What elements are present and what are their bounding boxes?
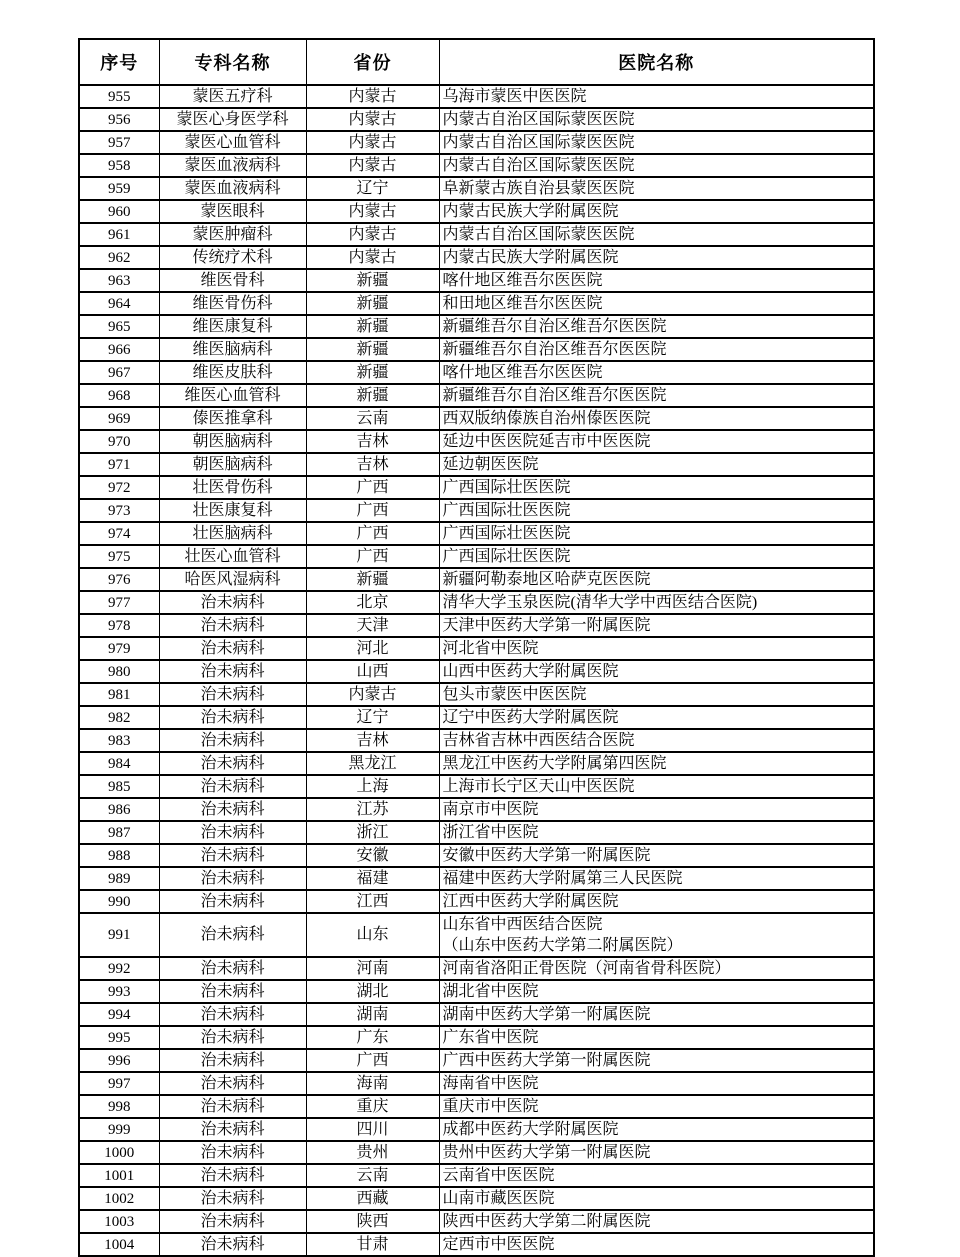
serial-number-cell: 993 (79, 980, 159, 1003)
serial-number-cell: 973 (79, 499, 159, 522)
province-cell: 重庆 (306, 1095, 439, 1118)
province-cell: 河北 (306, 637, 439, 660)
serial-number-cell: 968 (79, 384, 159, 407)
specialty-cell: 蒙医肿瘤科 (159, 223, 306, 246)
province-cell: 广西 (306, 1049, 439, 1072)
hospital-specialty-table (78, 38, 875, 1257)
hospital-cell: 广西国际壮医医院 (439, 476, 874, 499)
specialty-cell: 治未病科 (159, 821, 306, 844)
province-cell: 北京 (306, 591, 439, 614)
province-cell: 贵州 (306, 1141, 439, 1164)
table-header (79, 39, 874, 85)
hospital-cell: 阜新蒙古族自治县蒙医医院 (439, 177, 874, 200)
province-cell: 山东 (306, 913, 439, 957)
hospital-cell: 河南省洛阳正骨医院（河南省骨科医院） (439, 957, 874, 980)
specialty-cell: 治未病科 (159, 1210, 306, 1233)
table-row (79, 315, 874, 338)
hospital-cell: 陕西中医药大学第二附属医院 (439, 1210, 874, 1233)
hospital-cell: 贵州中医药大学第一附属医院 (439, 1141, 874, 1164)
specialty-cell: 治未病科 (159, 1233, 306, 1256)
specialty-cell: 壮医康复科 (159, 499, 306, 522)
table-row (79, 200, 874, 223)
hospital-cell: 广西国际壮医医院 (439, 522, 874, 545)
specialty-cell: 治未病科 (159, 957, 306, 980)
hospital-cell: 新疆维吾尔自治区维吾尔医医院 (439, 315, 874, 338)
hospital-cell: 湖南中医药大学第一附属医院 (439, 1003, 874, 1026)
table-row (79, 85, 874, 108)
table-row (79, 131, 874, 154)
hospital-cell: 喀什地区维吾尔医医院 (439, 269, 874, 292)
table-row (79, 384, 874, 407)
table-row (79, 223, 874, 246)
table-row (79, 1233, 874, 1256)
table-row (79, 660, 874, 683)
specialty-cell: 治未病科 (159, 729, 306, 752)
specialty-cell: 傣医推拿科 (159, 407, 306, 430)
table-row (79, 407, 874, 430)
hospital-cell: 云南省中医医院 (439, 1164, 874, 1187)
table-row (79, 292, 874, 315)
serial-number-cell: 1001 (79, 1164, 159, 1187)
serial-number-cell: 986 (79, 798, 159, 821)
specialty-cell: 治未病科 (159, 1118, 306, 1141)
specialty-cell: 治未病科 (159, 1095, 306, 1118)
hospital-cell: 定西市中医医院 (439, 1233, 874, 1256)
specialty-cell: 壮医脑病科 (159, 522, 306, 545)
specialty-cell: 维医皮肤科 (159, 361, 306, 384)
province-cell: 黑龙江 (306, 752, 439, 775)
specialty-cell: 蒙医心血管科 (159, 131, 306, 154)
header-serial-number: 序号 (79, 39, 159, 85)
province-cell: 陕西 (306, 1210, 439, 1233)
hospital-cell: 内蒙古民族大学附属医院 (439, 200, 874, 223)
serial-number-cell: 964 (79, 292, 159, 315)
province-cell: 内蒙古 (306, 85, 439, 108)
serial-number-cell: 994 (79, 1003, 159, 1026)
province-cell: 内蒙古 (306, 131, 439, 154)
province-cell: 内蒙古 (306, 108, 439, 131)
province-cell: 辽宁 (306, 177, 439, 200)
hospital-cell: 福建中医药大学附属第三人民医院 (439, 867, 874, 890)
hospital-cell: 喀什地区维吾尔医医院 (439, 361, 874, 384)
specialty-cell: 蒙医心身医学科 (159, 108, 306, 131)
specialty-cell: 治未病科 (159, 844, 306, 867)
serial-number-cell: 979 (79, 637, 159, 660)
province-cell: 四川 (306, 1118, 439, 1141)
table-row (79, 453, 874, 476)
province-cell: 吉林 (306, 453, 439, 476)
table-row (79, 821, 874, 844)
specialty-cell: 治未病科 (159, 591, 306, 614)
table-row (79, 568, 874, 591)
serial-number-cell: 997 (79, 1072, 159, 1095)
specialty-cell: 维医骨伤科 (159, 292, 306, 315)
specialty-cell: 治未病科 (159, 1187, 306, 1210)
specialty-cell: 维医心血管科 (159, 384, 306, 407)
hospital-cell: 成都中医药大学附属医院 (439, 1118, 874, 1141)
province-cell: 上海 (306, 775, 439, 798)
specialty-cell: 治未病科 (159, 683, 306, 706)
serial-number-cell: 975 (79, 545, 159, 568)
table-row (79, 1164, 874, 1187)
province-cell: 海南 (306, 1072, 439, 1095)
serial-number-cell: 1000 (79, 1141, 159, 1164)
hospital-cell: 重庆市中医院 (439, 1095, 874, 1118)
serial-number-cell: 958 (79, 154, 159, 177)
header-specialty-name: 专科名称 (159, 39, 306, 85)
table-row (79, 108, 874, 131)
serial-number-cell: 1004 (79, 1233, 159, 1256)
specialty-cell: 治未病科 (159, 798, 306, 821)
specialty-cell: 蒙医血液病科 (159, 177, 306, 200)
hospital-cell: 山南市藏医医院 (439, 1187, 874, 1210)
specialty-cell: 治未病科 (159, 1026, 306, 1049)
serial-number-cell: 995 (79, 1026, 159, 1049)
serial-number-cell: 999 (79, 1118, 159, 1141)
province-cell: 云南 (306, 407, 439, 430)
table-row (79, 1003, 874, 1026)
province-cell: 内蒙古 (306, 683, 439, 706)
specialty-cell: 治未病科 (159, 775, 306, 798)
serial-number-cell: 984 (79, 752, 159, 775)
table-body (79, 85, 874, 1256)
table-row (79, 246, 874, 269)
province-cell: 湖南 (306, 1003, 439, 1026)
specialty-cell: 治未病科 (159, 867, 306, 890)
serial-number-cell: 972 (79, 476, 159, 499)
table-row (79, 1026, 874, 1049)
table-row (79, 775, 874, 798)
specialty-cell: 治未病科 (159, 660, 306, 683)
hospital-cell: 安徽中医药大学第一附属医院 (439, 844, 874, 867)
specialty-cell: 维医骨科 (159, 269, 306, 292)
serial-number-cell: 963 (79, 269, 159, 292)
hospital-cell: 辽宁中医药大学附属医院 (439, 706, 874, 729)
serial-number-cell: 983 (79, 729, 159, 752)
specialty-cell: 蒙医眼科 (159, 200, 306, 223)
table-row (79, 867, 874, 890)
hospital-cell: 清华大学玉泉医院(清华大学中西医结合医院) (439, 591, 874, 614)
specialty-cell: 治未病科 (159, 890, 306, 913)
hospital-cell: 包头市蒙医中医医院 (439, 683, 874, 706)
hospital-cell: 江西中医药大学附属医院 (439, 890, 874, 913)
table-row (79, 591, 874, 614)
hospital-cell: 内蒙古自治区国际蒙医医院 (439, 108, 874, 131)
serial-number-cell: 957 (79, 131, 159, 154)
serial-number-cell: 974 (79, 522, 159, 545)
table-row (79, 637, 874, 660)
province-cell: 甘肃 (306, 1233, 439, 1256)
province-cell: 内蒙古 (306, 200, 439, 223)
hospital-cell: 南京市中医院 (439, 798, 874, 821)
serial-number-cell: 966 (79, 338, 159, 361)
specialty-cell: 朝医脑病科 (159, 453, 306, 476)
table-row (79, 476, 874, 499)
specialty-cell: 治未病科 (159, 637, 306, 660)
hospital-cell: 内蒙古自治区国际蒙医医院 (439, 131, 874, 154)
table-row (79, 1072, 874, 1095)
serial-number-cell: 956 (79, 108, 159, 131)
table-row (79, 614, 874, 637)
serial-number-cell: 1002 (79, 1187, 159, 1210)
specialty-cell: 治未病科 (159, 1049, 306, 1072)
serial-number-cell: 976 (79, 568, 159, 591)
specialty-cell: 维医脑病科 (159, 338, 306, 361)
province-cell: 西藏 (306, 1187, 439, 1210)
serial-number-cell: 977 (79, 591, 159, 614)
specialty-cell: 治未病科 (159, 980, 306, 1003)
province-cell: 安徽 (306, 844, 439, 867)
hospital-cell: 新疆阿勒泰地区哈萨克医医院 (439, 568, 874, 591)
table-row (79, 752, 874, 775)
province-cell: 福建 (306, 867, 439, 890)
specialty-cell: 哈医风湿病科 (159, 568, 306, 591)
serial-number-cell: 987 (79, 821, 159, 844)
serial-number-cell: 982 (79, 706, 159, 729)
hospital-cell: 浙江省中医院 (439, 821, 874, 844)
province-cell: 天津 (306, 614, 439, 637)
province-cell: 湖北 (306, 980, 439, 1003)
table-row (79, 844, 874, 867)
serial-number-cell: 998 (79, 1095, 159, 1118)
specialty-cell: 治未病科 (159, 913, 306, 957)
specialty-cell: 治未病科 (159, 1164, 306, 1187)
serial-number-cell: 970 (79, 430, 159, 453)
serial-number-cell: 969 (79, 407, 159, 430)
specialty-cell: 蒙医血液病科 (159, 154, 306, 177)
hospital-cell: 广西国际壮医医院 (439, 499, 874, 522)
province-cell: 江西 (306, 890, 439, 913)
table-row (79, 1095, 874, 1118)
specialty-cell: 治未病科 (159, 752, 306, 775)
province-cell: 吉林 (306, 430, 439, 453)
province-cell: 新疆 (306, 384, 439, 407)
table-row (79, 706, 874, 729)
hospital-cell: 内蒙古自治区国际蒙医医院 (439, 223, 874, 246)
header-province: 省份 (306, 39, 439, 85)
province-cell: 江苏 (306, 798, 439, 821)
hospital-cell: 新疆维吾尔自治区维吾尔医医院 (439, 384, 874, 407)
hospital-cell: 内蒙古自治区国际蒙医医院 (439, 154, 874, 177)
hospital-cell: 延边朝医医院 (439, 453, 874, 476)
table-row (79, 154, 874, 177)
table-row (79, 430, 874, 453)
specialty-cell: 治未病科 (159, 1072, 306, 1095)
table-row (79, 1210, 874, 1233)
serial-number-cell: 955 (79, 85, 159, 108)
hospital-cell: 新疆维吾尔自治区维吾尔医医院 (439, 338, 874, 361)
serial-number-cell: 978 (79, 614, 159, 637)
table-row (79, 1141, 874, 1164)
province-cell: 广西 (306, 499, 439, 522)
serial-number-cell: 988 (79, 844, 159, 867)
province-cell: 广东 (306, 1026, 439, 1049)
province-cell: 云南 (306, 1164, 439, 1187)
specialty-cell: 治未病科 (159, 1141, 306, 1164)
specialty-cell: 治未病科 (159, 614, 306, 637)
table-row (79, 957, 874, 980)
hospital-cell: 和田地区维吾尔医医院 (439, 292, 874, 315)
table-row (79, 913, 874, 957)
table-row (79, 890, 874, 913)
table-row (79, 545, 874, 568)
specialty-cell: 治未病科 (159, 706, 306, 729)
specialty-cell: 壮医心血管科 (159, 545, 306, 568)
province-cell: 新疆 (306, 568, 439, 591)
table-row (79, 1118, 874, 1141)
table-row (79, 338, 874, 361)
serial-number-cell: 971 (79, 453, 159, 476)
province-cell: 吉林 (306, 729, 439, 752)
province-cell: 内蒙古 (306, 154, 439, 177)
table-row (79, 522, 874, 545)
hospital-cell: 内蒙古民族大学附属医院 (439, 246, 874, 269)
table-row (79, 177, 874, 200)
province-cell: 浙江 (306, 821, 439, 844)
specialty-cell: 壮医骨伤科 (159, 476, 306, 499)
hospital-cell: 吉林省吉林中西医结合医院 (439, 729, 874, 752)
province-cell: 广西 (306, 476, 439, 499)
serial-number-cell: 991 (79, 913, 159, 957)
table-row (79, 499, 874, 522)
province-cell: 新疆 (306, 361, 439, 384)
hospital-cell: 广西国际壮医医院 (439, 545, 874, 568)
table-row (79, 361, 874, 384)
serial-number-cell: 965 (79, 315, 159, 338)
province-cell: 内蒙古 (306, 246, 439, 269)
hospital-cell: 延边中医医院延吉市中医医院 (439, 430, 874, 453)
province-cell: 广西 (306, 545, 439, 568)
hospital-cell: 山西中医药大学附属医院 (439, 660, 874, 683)
province-cell: 新疆 (306, 292, 439, 315)
specialty-cell: 维医康复科 (159, 315, 306, 338)
table-row (79, 1187, 874, 1210)
serial-number-cell: 996 (79, 1049, 159, 1072)
province-cell: 新疆 (306, 315, 439, 338)
province-cell: 辽宁 (306, 706, 439, 729)
hospital-cell: 河北省中医院 (439, 637, 874, 660)
province-cell: 新疆 (306, 338, 439, 361)
serial-number-cell: 981 (79, 683, 159, 706)
serial-number-cell: 961 (79, 223, 159, 246)
header-hospital-name: 医院名称 (439, 39, 874, 85)
serial-number-cell: 1003 (79, 1210, 159, 1233)
specialty-cell: 朝医脑病科 (159, 430, 306, 453)
specialty-cell: 蒙医五疗科 (159, 85, 306, 108)
header-row (79, 39, 874, 85)
hospital-cell: 乌海市蒙医中医医院 (439, 85, 874, 108)
serial-number-cell: 992 (79, 957, 159, 980)
hospital-cell: 天津中医药大学第一附属医院 (439, 614, 874, 637)
hospital-cell: 广西中医药大学第一附属医院 (439, 1049, 874, 1072)
serial-number-cell: 960 (79, 200, 159, 223)
serial-number-cell: 962 (79, 246, 159, 269)
hospital-cell: 上海市长宁区天山中医医院 (439, 775, 874, 798)
serial-number-cell: 959 (79, 177, 159, 200)
hospital-cell: 湖北省中医院 (439, 980, 874, 1003)
specialty-cell: 治未病科 (159, 1003, 306, 1026)
specialty-cell: 传统疗术科 (159, 246, 306, 269)
hospital-cell: 山东省中西医结合医院 （山东中医药大学第二附属医院） (439, 913, 874, 957)
hospital-cell: 广东省中医院 (439, 1026, 874, 1049)
table-row (79, 269, 874, 292)
table-row (79, 683, 874, 706)
province-cell: 河南 (306, 957, 439, 980)
serial-number-cell: 985 (79, 775, 159, 798)
table-row (79, 1049, 874, 1072)
table-row (79, 980, 874, 1003)
province-cell: 山西 (306, 660, 439, 683)
serial-number-cell: 990 (79, 890, 159, 913)
table-row (79, 729, 874, 752)
serial-number-cell: 967 (79, 361, 159, 384)
province-cell: 新疆 (306, 269, 439, 292)
hospital-cell: 黑龙江中医药大学附属第四医院 (439, 752, 874, 775)
serial-number-cell: 989 (79, 867, 159, 890)
hospital-cell: 海南省中医院 (439, 1072, 874, 1095)
hospital-cell: 西双版纳傣族自治州傣医医院 (439, 407, 874, 430)
province-cell: 广西 (306, 522, 439, 545)
province-cell: 内蒙古 (306, 223, 439, 246)
serial-number-cell: 980 (79, 660, 159, 683)
table-row (79, 798, 874, 821)
